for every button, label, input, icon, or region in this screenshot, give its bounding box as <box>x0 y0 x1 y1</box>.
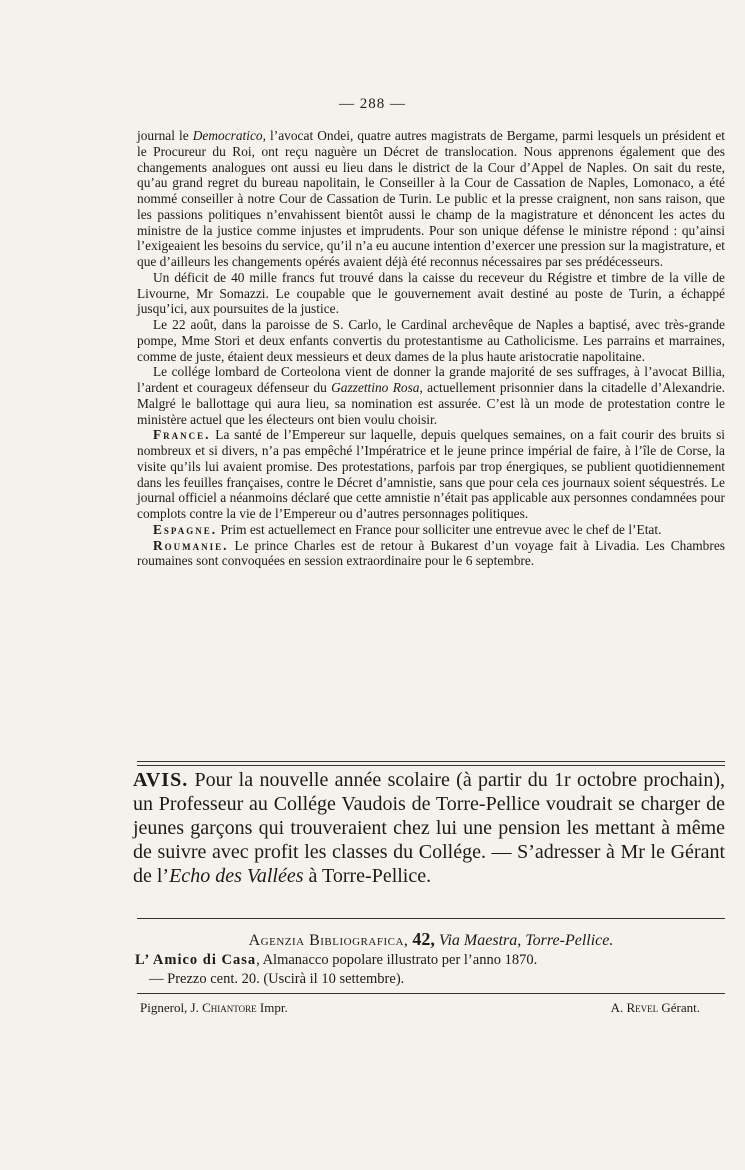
agency-line: Agenzia Bibliografica, 42, Via Maestra, Torre-Pellice. <box>248 929 614 949</box>
article-body <box>137 128 725 569</box>
heading-espagne: Espagne. <box>153 521 218 537</box>
almanac-price: — Prezzo cent. 20. (Uscirà il 10 settembre). <box>149 971 405 987</box>
paragraph-deficit: Un déficit de 40 mille francs fut trouvé dans la caisse du receveur du Régistre et timbre de la ville de Livourne, Mr Somazzi. Le coupable que le gouvernement avait destiné au poste de Turin, a échappé jusqu’ici, aux poursuites de la justice. <box>137 269 725 317</box>
separator-rule-2 <box>137 918 725 919</box>
section-roumanie: Roumanie. Le prince Charles est de retour à Bukarest d’un voyage fait à Livadia. Les Chambres roumaines sont convoquées en session extraordinaire pour le 6 septembre. <box>137 537 725 569</box>
almanac-title: L’ Amico di Casa <box>135 952 257 968</box>
paragraph-election: Le collége lombard de Corteolona vient de donner la grande majorité de ses suffrages, à l’avocat Billia, l’ardent et courageux défenseur du Gazzettino Rosa, actuellement prisonnier dans la citadelle d’Alexandrie. Malgré le ballottage qui aura lieu, sa nomination est assurée. C’est là un mode de protestation contre le ministère actuel que les électeurs ont bien voulu choisir. <box>137 364 725 427</box>
heading-france: France. <box>153 427 211 443</box>
almanac-ad: L’ Amico di Casa, Almanacco popolare illustrato per l’anno 1870. — Prezzo cent. 20. (Uscirà il 10 settembre). <box>135 951 725 989</box>
paragraph-magistrates: journal le Democratico, l’avocat Ondei, quatre autres magistrats de Bergame, parmi lesquels un président et le Procureur du Roi, ont reçu naguère un Décret de translocation. Nous apprenons également que des changements analogues ont aussi eu lieu dans le district de la Cour d’Appel de Naples. On sait du reste, qu’au grand regret du bureau napolitain, le Conseiller à la Cour de Cassation de Naples, Lomonaco, a été nommé conseiller à notre Cour de Cassation de Turin. Le public et la presse craignent, non sans raison, que les passions politiques n’envahissent bientôt aussi le champ de la magistrature et dénoncent les actes du ministre de la justice comme injustes et imprudents. Pour son unique défense le ministre répond : qu’ainsi l’exigeaient les besoins du service, qu’il n’a eu aucune intention d’exercer une pression sur la magistrature, et que d’ailleurs les changements opérés avaient déjà été reconnus nécessaires par ses prédécesseurs. <box>137 128 725 269</box>
avis-label: AVIS. <box>133 769 189 791</box>
printer: Pignerol, J. Chiantore Impr. <box>140 1000 288 1015</box>
section-espagne: Espagne. Prim est actuellemect en France pour solliciter une entrevue avec le chef de l’Etat. <box>153 521 662 537</box>
paragraph-baptism: Le 22 août, dans la paroisse de S. Carlo, le Cardinal archevêque de Naples a baptisé, avec très-grande pompe, Mme Stori et deux enfants convertis du protestantisme au Catholicisme. Les parrains et marraines, comme de juste, étaient deux messieurs et deux dames de la plus haute aristocratie napolitaine. <box>137 317 725 364</box>
imprint-line <box>140 1000 700 1016</box>
section-france: France. La santé de l’Empereur sur laquelle, depuis quelques semaines, on a fait courir des bruits si nombreux et si divers, n’a pas empêché l’Impératrice et le jeune prince impérial de faire, à l’île de Corse, la visite qu’ils lui avaient promise. Des protestations, parfois par trop énergiques, se publient quotidiennement dans les feuilles françaises, contre le Décret d’amnistie, sans que pour cela ces journaux soient séquestrés. Le journal officiel a néanmoins déclaré que cette amnistie n’était pas applicable aux personnes condamnées pour complots contre la vie de l’Empereur ou d’autres personnages politiques. <box>137 427 725 521</box>
heading-roumanie: Roumanie. <box>153 537 229 553</box>
page-number: — 288 — <box>339 96 406 112</box>
separator-rule <box>137 761 725 766</box>
manager: A. Revel Gérant. <box>610 1000 700 1015</box>
separator-rule-3 <box>137 993 725 994</box>
avis-notice: AVIS. Pour la nouvelle année scolaire (à partir du 1r octobre prochain), un Professeur au Collége Vaudois de Torre-Pellice voudrait se charger de jeunes garçons qui trouveraient chez lui une pension les mettant à même de suivre avec profit les classes du Collége. — S’adresser à Mr le Gérant de l’Echo des Vallées à Torre-Pellice. <box>133 769 725 887</box>
